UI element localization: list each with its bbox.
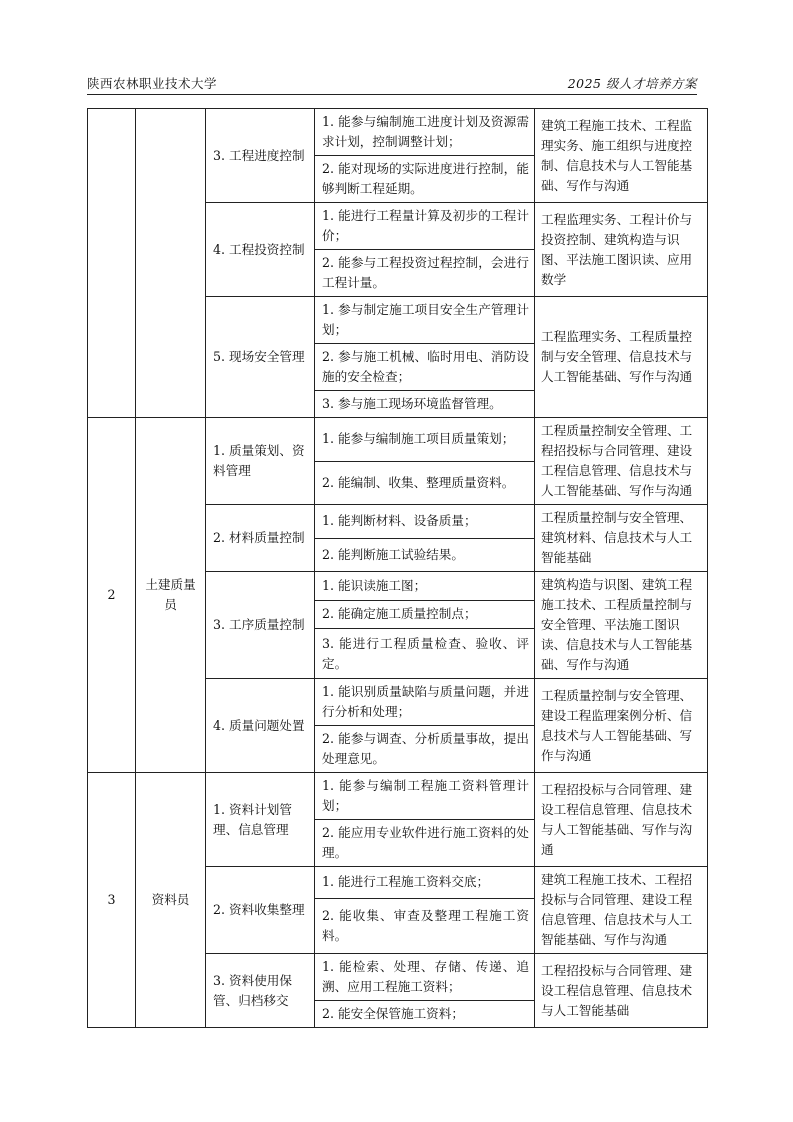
- ability-requirement-cell: 1. 能识读施工图；: [315, 572, 535, 601]
- ability-requirement-cell: 2. 能判断施工试验结果。: [315, 538, 535, 572]
- training-table-container: [87, 108, 707, 1028]
- ability-requirement-cell: 1. 能判断材料、设备质量；: [315, 505, 535, 539]
- post-name-cell: [136, 109, 206, 418]
- supporting-courses-cell: 工程质量控制与安全管理、建筑材料、信息技术与人工智能基础: [535, 505, 708, 572]
- post-name-cell: 资料员: [136, 773, 206, 1028]
- table-row: [88, 109, 708, 156]
- serial-number-cell: 3: [88, 773, 136, 1028]
- ability-requirement-cell: 2. 能参与调查、分析质量事故，提出处理意见。: [315, 726, 535, 773]
- table-row: [88, 418, 708, 462]
- work-task-cell: 1. 质量策划、资料管理: [206, 418, 315, 505]
- work-task-cell: 3. 工程进度控制: [206, 109, 315, 203]
- ability-requirement-cell: 1. 能参与编制施工进度计划及资源需求计划，控制调整计划；: [315, 109, 535, 156]
- ability-requirement-cell: 1. 能识别质量缺陷与质量问题，并进行分析和处理；: [315, 679, 535, 726]
- header-plan-title: 2025 级人才培养方案: [567, 76, 697, 91]
- supporting-courses-cell: 工程监理实务、工程计价与投资控制、建筑构造与识图、平法施工图识读、应用数学: [535, 203, 708, 297]
- ability-requirement-cell: 1. 能进行工程施工资料交底；: [315, 867, 535, 899]
- work-task-cell: 3. 资料使用保管、归档移交: [206, 954, 315, 1028]
- ability-requirement-cell: 3. 参与施工现场环境监督管理。: [315, 391, 535, 418]
- serial-number-cell: [88, 109, 136, 418]
- post-name-cell: 土建质量员: [136, 418, 206, 773]
- work-task-cell: 4. 工程投资控制: [206, 203, 315, 297]
- ability-requirement-cell: 2. 参与施工机械、临时用电、消防设施的安全检查；: [315, 344, 535, 391]
- ability-requirement-cell: 2. 能收集、审查及整理工程施工资料。: [315, 898, 535, 953]
- supporting-courses-cell: 工程招投标与合同管理、建设工程信息管理、信息技术与人工智能基础、写作与沟通: [535, 773, 708, 867]
- ability-requirement-cell: 1. 能检索、处理、存储、传递、追溯、应用工程施工资料；: [315, 954, 535, 1001]
- table-row: [88, 773, 708, 820]
- ability-requirement-cell: 3. 能进行工程质量检查、验收、评定。: [315, 629, 535, 679]
- header-rule: [87, 94, 697, 95]
- work-task-cell: 3. 工序质量控制: [206, 572, 315, 679]
- supporting-courses-cell: 工程监理实务、工程质量控制与安全管理、信息技术与人工智能基础、写作与沟通: [535, 297, 708, 418]
- work-task-cell: 2. 材料质量控制: [206, 505, 315, 572]
- header-school-name: 陕西农林职业技术大学: [87, 76, 218, 91]
- supporting-courses-cell: 建筑工程施工技术、工程监理实务、施工组织与进度控制、信息技术与人工智能基础、写作与沟通: [535, 109, 708, 203]
- ability-requirement-cell: 2. 能安全保管施工资料；: [315, 1001, 535, 1028]
- supporting-courses-cell: 建筑工程施工技术、工程招投标与合同管理、建设工程信息管理、信息技术与人工智能基础、写作与沟通: [535, 867, 708, 954]
- supporting-courses-cell: 工程招投标与合同管理、建设工程信息管理、信息技术与人工智能基础: [535, 954, 708, 1028]
- work-task-cell: 5. 现场安全管理: [206, 297, 315, 418]
- table-body: [88, 109, 708, 1028]
- ability-requirement-cell: 2. 能参与工程投资过程控制，会进行工程计量。: [315, 250, 535, 297]
- ability-requirement-cell: 1. 参与制定施工项目安全生产管理计划；: [315, 297, 535, 344]
- ability-requirement-cell: 2. 能应用专业软件进行施工资料的处理。: [315, 820, 535, 867]
- post-ability-table: [87, 108, 708, 1028]
- work-task-cell: 4. 质量问题处置: [206, 679, 315, 773]
- ability-requirement-cell: 1. 能进行工程量计算及初步的工程计价；: [315, 203, 535, 250]
- ability-requirement-cell: 2. 能对现场的实际进度进行控制，能够判断工程延期。: [315, 156, 535, 203]
- serial-number-cell: 2: [88, 418, 136, 773]
- ability-requirement-cell: 2. 能确定施工质量控制点；: [315, 600, 535, 629]
- supporting-courses-cell: 工程质量控制与安全管理、建设工程监理案例分析、信息技术与人工智能基础、写作与沟通: [535, 679, 708, 773]
- ability-requirement-cell: 1. 能参与编制工程施工资料管理计划；: [315, 773, 535, 820]
- supporting-courses-cell: 建筑构造与识图、建筑工程施工技术、工程质量控制与安全管理、平法施工图识读、信息技术与人工智能基础、写作与沟通: [535, 572, 708, 679]
- work-task-cell: 2. 资料收集整理: [206, 867, 315, 954]
- ability-requirement-cell: 1. 能参与编制施工项目质量策划；: [315, 418, 535, 462]
- ability-requirement-cell: 2. 能编制、收集、整理质量资料。: [315, 461, 535, 505]
- work-task-cell: 1. 资料计划管理、信息管理: [206, 773, 315, 867]
- supporting-courses-cell: 工程质量控制安全管理、工程招投标与合同管理、建设工程信息管理、信息技术与人工智能基础、写作与沟通: [535, 418, 708, 505]
